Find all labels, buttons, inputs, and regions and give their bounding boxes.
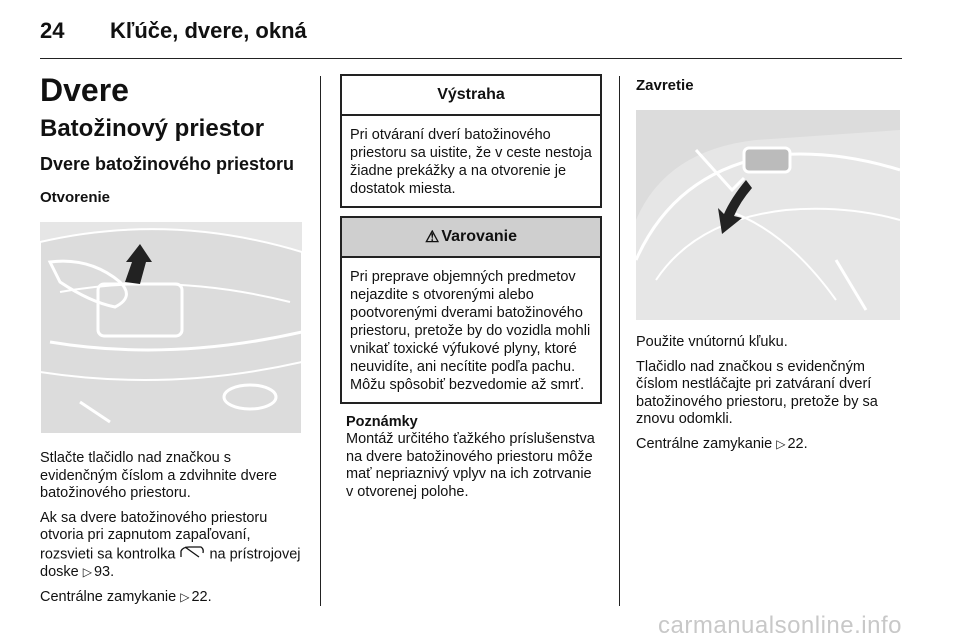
tailgate-open-icon [179,545,205,565]
heading-trunk-door: Dvere batožinového priestoru [40,154,295,174]
heading-opening: Otvorenie [40,189,111,206]
warning-text: Pri otváraní dverí batožinového priestoru sa uistite, že v ceste nestoja žiadne prekážky a na otvorenie je dostatok miesta. [350,127,592,197]
paragraph-press-button: Stlačte tlačidlo nad značkou s evidenčným číslom a zdvihnite dvere batožinového priestoru. [40,450,277,501]
column-divider-2 [619,76,620,606]
paragraph-central-locking: Centrálne zamykanie ▷ 22. [40,588,212,605]
heading-trunk: Batožinový priestor [40,115,265,142]
note-title: Poznámky [346,414,418,430]
paragraph-indicator: Ak sa dvere batožinového priestoru otvoria pri zapnutom zapaľovaní, rozsvieti sa kontrolka na prístrojovej doske ▷ 93. [40,509,301,580]
warning-box [340,74,602,208]
page-ref-icon: ▷ [82,565,92,579]
column-1 [40,72,302,613]
page-ref-icon: ▷ [180,589,190,604]
heading-doors: Dvere [40,72,129,108]
section-title: Kľúče, dvere, okná [110,18,307,43]
page-ref-22[interactable]: 22. [787,435,808,452]
caution-title: Varovanie [441,228,517,245]
page-number: 24 [40,18,65,43]
page-ref-22[interactable]: 22. [191,588,212,605]
paragraph-central-locking-2: Centrálne zamykanie ▷ 22. [636,435,808,452]
caution-box [340,216,602,404]
illustration-opening-tailgate [40,222,302,434]
paragraph-do-not-press: Tlačidlo nad značkou s evidenčným číslom nestláčajte pri zatváraní dverí batožinového priestoru, pretože by sa znovu odomkli. [636,358,878,427]
heading-closing: Zavretie [636,77,694,94]
paragraph-inner-handle: Použite vnútornú kľuku. [636,334,788,350]
warning-triangle-icon: ⚠ [425,229,440,246]
watermark: carmanualsonline.info [658,612,902,639]
illustration-closing-tailgate [636,110,900,320]
header-divider [40,58,902,59]
column-3 [636,74,900,460]
column-2 [340,74,602,501]
caution-text: Pri preprave objemných predmetov nejazdite s otvorenými alebo pootvorenými dverami batožinového priestoru, pretože by do vozidla mohli vnikať toxické výfukové plyny, ktoré neuvidíte, ani necítite podľa pachu. Môžu spôsobiť bezvedomie až smrť. [350,269,591,393]
column-divider-1 [320,76,321,606]
caution-header [342,218,600,258]
warning-title: Výstraha [342,76,600,116]
page-ref-93[interactable]: 93. [93,564,115,580]
page-ref-icon: ▷ [776,436,786,451]
page-header [40,14,920,54]
note-text: Montáž určitého ťažkého príslušenstva na dvere batožinového priestoru môže mať nepriaznivý vplyv na ich zotrvanie v otvorenej polohe. [346,431,595,500]
